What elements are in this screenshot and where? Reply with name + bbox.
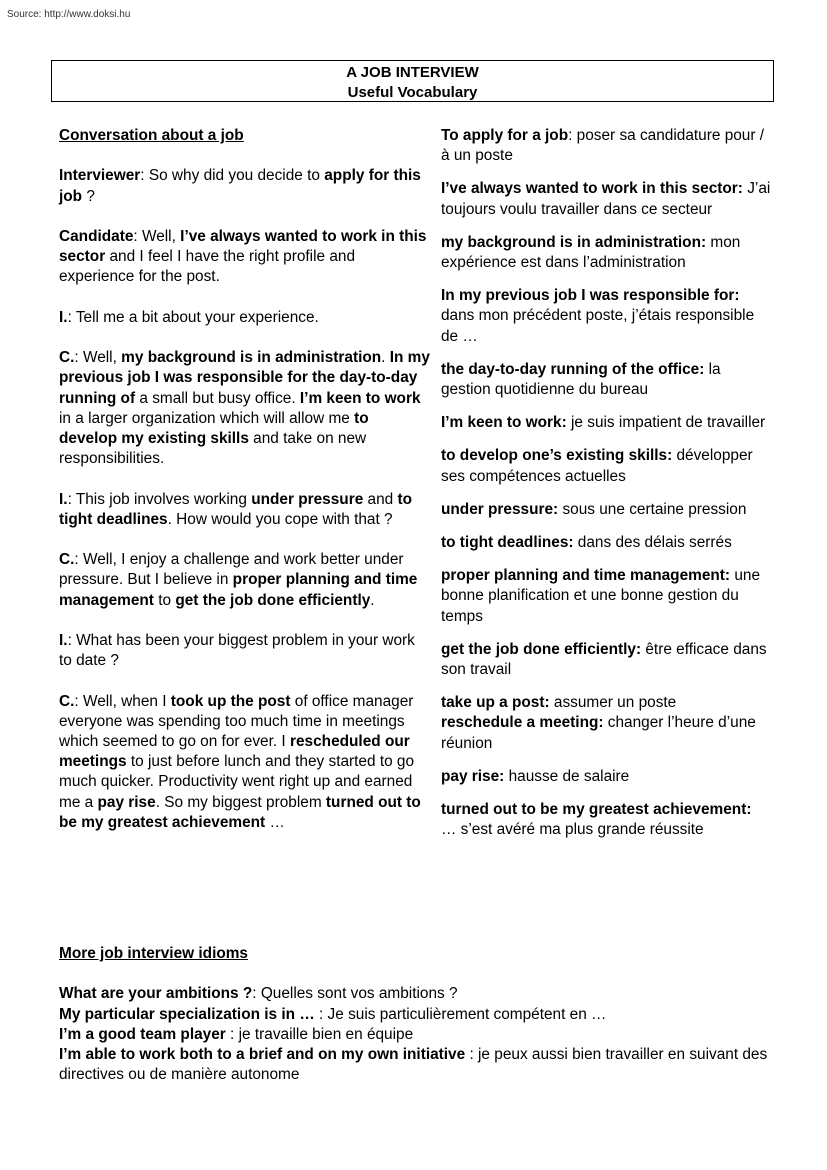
bold-phrase: pay rise: [441, 767, 505, 785]
text-segment: : This job involves working [67, 490, 252, 508]
text-segment: une bonne planification et une bonne gestion du temps [441, 567, 761, 625]
bold-phrase: In my previous job I was responsible for: [441, 287, 740, 305]
idiom-line [59, 984, 771, 1004]
bold-phrase: I’m keen to work: [441, 414, 567, 432]
bold-phrase: to develop my existing skills [59, 409, 369, 447]
conversation-paragraph [59, 227, 431, 288]
text-segment: mon expérience est dans l’administration [441, 233, 741, 272]
conversation-paragraph [59, 166, 431, 206]
bold-phrase: Candidate [59, 227, 134, 245]
text-segment: . So my biggest problem [155, 793, 326, 811]
bold-phrase: reschedule a meeting: [441, 714, 604, 732]
text-segment: J’ai toujours voulu travailler dans ce secteur [441, 180, 771, 218]
bold-phrase: Interviewer [59, 167, 141, 185]
text-segment: dans mon précédent poste, j’étais responsible de … [441, 307, 755, 345]
vocabulary-entry [441, 693, 771, 754]
bold-phrase: C. [59, 551, 75, 569]
text-segment: je suis impatient de travailler [566, 414, 766, 432]
text-segment: : Quelles sont vos ambitions ? [252, 985, 458, 1003]
bold-phrase: In my previous job I was responsible for the day-to-day running of [59, 349, 430, 407]
bold-phrase: To apply for a job [441, 127, 569, 144]
text-segment: la gestion quotidienne du bureau [441, 360, 721, 399]
bold-phrase: turned out to be my greatest achievement [59, 793, 421, 831]
text-segment: and I feel I have the right profile and experience for the post. [59, 248, 356, 286]
bold-phrase: I. [59, 631, 68, 649]
vocabulary-list [441, 126, 771, 840]
bold-phrase: C. [59, 692, 75, 710]
bold-phrase: rescheduled our meetings [59, 732, 410, 771]
text-segment: être efficace dans son travail [441, 640, 767, 679]
text-segment: … s’est avéré ma plus grande réussite [441, 821, 704, 839]
text-segment: : Je suis particulièrement compétent en … [314, 1005, 607, 1023]
source-url: Source: http://www.doksi.hu [7, 9, 131, 20]
text-segment: : Well, when I [74, 692, 171, 710]
bold-phrase: get the job done efficiently: [441, 640, 642, 658]
text-segment: to just before lunch and they started to go much quicker. Productivity went right up and earned me a [59, 753, 415, 811]
vocabulary-entry [441, 566, 771, 627]
idioms-section [59, 944, 771, 1085]
text-segment: a small but busy office. [135, 389, 300, 407]
document-header [51, 60, 774, 102]
conversation-paragraph [59, 308, 431, 328]
bold-phrase: pay rise [97, 793, 156, 811]
vocabulary-entry [441, 413, 771, 433]
bold-phrase: proper planning and time management: [441, 567, 731, 585]
text-segment: : Well, [133, 227, 181, 245]
conversation-paragraph [59, 348, 431, 469]
text-segment: : Well, [74, 349, 122, 367]
idiom-line [59, 1025, 771, 1045]
conversation-paragraph [59, 692, 431, 833]
text-segment: . [370, 591, 375, 609]
bold-phrase: took up the post [170, 692, 291, 710]
text-segment: to [153, 591, 176, 609]
document-title: A JOB INTERVIEW [346, 64, 479, 81]
bold-phrase: my background is in administration [121, 349, 382, 367]
vocabulary-entry [441, 126, 771, 166]
text-segment: assumer un poste [549, 694, 677, 712]
text-segment: ? [82, 187, 95, 205]
text-segment: dans des délais serrés [573, 534, 732, 552]
vocabulary-column [441, 126, 771, 840]
vocabulary-entry [441, 179, 771, 219]
conversation-paragraph [59, 490, 431, 530]
text-segment: développer ses compétences actuelles [441, 447, 753, 485]
bold-phrase: take up a post: [441, 694, 550, 712]
vocabulary-entry [441, 500, 771, 520]
text-segment: sous une certaine pression [558, 500, 747, 518]
conversation-heading: Conversation about a job [59, 127, 244, 144]
vocabulary-entry [441, 640, 771, 680]
bold-phrase: C. [59, 349, 75, 367]
text-segment: : je travaille bien en équipe [225, 1025, 414, 1043]
vocabulary-entry [441, 533, 771, 553]
bold-phrase: proper planning and time management [59, 571, 418, 609]
vocabulary-entry [441, 446, 771, 486]
text-segment: and take on new responsibilities. [59, 429, 367, 468]
bold-phrase: I’ve always wanted to work in this sector: [441, 180, 743, 198]
text-segment: : poser sa candidature pour / à un poste [441, 127, 765, 165]
idioms-list [59, 984, 771, 1085]
bold-phrase: to develop one’s existing skills: [441, 447, 673, 465]
text-segment: changer l’heure d’une réunion [441, 714, 756, 752]
conversation-paragraph [59, 631, 431, 671]
bold-phrase: the day-to-day running of the office: [441, 360, 705, 378]
bold-phrase: I. [59, 308, 68, 326]
document-subtitle: Useful Vocabulary [347, 84, 478, 101]
text-segment: of office manager everyone was spending too much time in meetings which seemed to go on for ever. I [59, 692, 414, 750]
bold-phrase: turned out to be my greatest achievement: [441, 801, 752, 819]
bold-phrase: my background is in administration: [441, 233, 707, 251]
vocabulary-entry [441, 767, 771, 787]
text-segment: and [363, 490, 398, 508]
bold-phrase: to tight deadlines [59, 490, 413, 528]
bold-phrase: under pressure: [441, 500, 559, 518]
bold-phrase: My particular specialization is in … [59, 1005, 315, 1023]
bold-phrase: get the job done efficiently [175, 591, 371, 609]
conversation-paragraph [59, 550, 431, 611]
idiom-line [59, 1005, 771, 1025]
text-segment: : What has been your biggest problem in your work to date ? [59, 631, 415, 670]
conversation-paragraphs [59, 166, 431, 833]
idioms-heading: More job interview idioms [59, 945, 248, 962]
vocabulary-entry [441, 360, 771, 400]
bold-phrase: I’m able to work both to a brief and on my own initiative [59, 1046, 466, 1063]
vocabulary-entry [441, 233, 771, 273]
text-segment: : Well, I enjoy a challenge and work better under pressure. But I believe in [59, 551, 404, 589]
text-segment: hausse de salaire [504, 767, 630, 785]
conversation-column [59, 126, 431, 833]
text-segment: . [381, 349, 390, 367]
bold-phrase: I’ve always wanted to work in this sector [59, 227, 427, 266]
text-segment: … [265, 813, 285, 831]
vocabulary-entry [441, 286, 771, 347]
text-segment: : Tell me a bit about your experience. [67, 308, 319, 326]
text-segment: . How would you cope with that ? [167, 510, 393, 528]
bold-phrase: to tight deadlines: [441, 534, 574, 552]
text-segment: : So why did you decide to [140, 167, 325, 185]
idiom-line [59, 1045, 771, 1085]
text-segment: : je peux aussi bien travailler en suivant des directives ou de manière autonome [59, 1046, 768, 1084]
vocabulary-entry [441, 800, 771, 840]
bold-phrase: I’m a good team player [59, 1025, 226, 1043]
bold-phrase: What are your ambitions ? [59, 985, 253, 1003]
bold-phrase: I. [59, 490, 68, 508]
bold-phrase: under pressure [251, 490, 364, 508]
bold-phrase: I’m keen to work [299, 389, 421, 407]
text-segment: in a larger organization which will allow me [59, 409, 355, 427]
bold-phrase: apply for this job [59, 167, 421, 205]
